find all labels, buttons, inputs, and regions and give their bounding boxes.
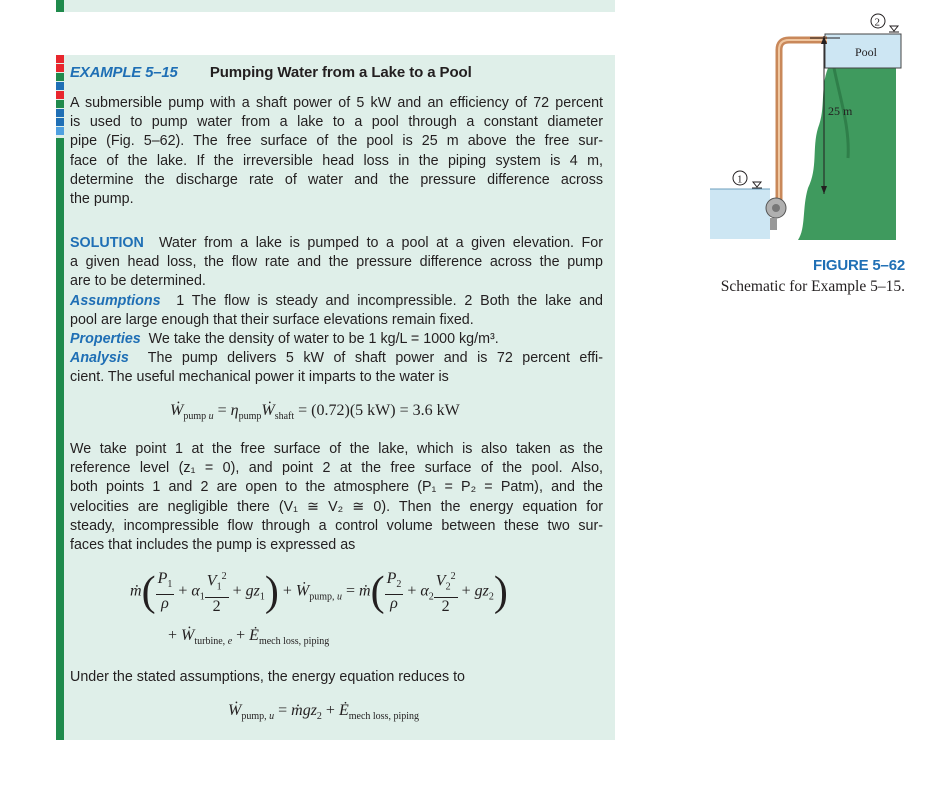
- previous-section-strip: [56, 0, 615, 12]
- middle-line: steady, incompressible flow through a control volume between these two sur-: [70, 517, 603, 534]
- marker-green: [56, 73, 64, 81]
- solution-line-1: [70, 234, 603, 253]
- equation-energy: ṁ( $\frac{P_1}{\rho}$ + $\alpha_1$ $\frac{V_1^2}{2}$ + $gz_1$) + Ẇ$_{pump, u}$ = ṁ( $\frac{P_2}{\rho}$ + $\alpha_2$ $\frac{V_2^2}{2}$ + $gz_2$): [130, 568, 508, 615]
- energy-balance-text: [70, 440, 603, 555]
- solution-block: [70, 234, 603, 388]
- middle-line: reference level (z₁ = 0), and point 2 at the free surface of the pool. Also,: [70, 460, 603, 477]
- previous-section-rule: [56, 0, 64, 12]
- solution-intro: Water from a lake is pumped to a pool at a given elevation. For: [158, 235, 603, 251]
- reduce-line: Under the stated assumptions, the energy equation reduces to: [70, 669, 466, 685]
- marker-red-2: [56, 64, 64, 72]
- problem-line: is used to pump water from a lake to a pool through a constant diameter: [70, 114, 603, 131]
- point-1-label: 1: [737, 173, 743, 186]
- equation-reduced: Ẇ$_{pump, u}$ = ṁgz$_2$ + $Ė_{mech loss, piping}$: [228, 702, 420, 723]
- example-label: EXAMPLE 5–15: [70, 64, 178, 81]
- height-label: 25 m: [828, 104, 853, 118]
- figure-label: FIGURE 5–62: [812, 257, 905, 274]
- problem-line: A submersible pump with a shaft power of 5 kW and an efficiency of 72 percent: [70, 95, 603, 111]
- marker-green-2: [56, 100, 64, 108]
- equation-useful-power: Ẇ$_{pump u}$ = $\eta_{pump}Ẇ_{shaft} = (0.72)(5$ kW) = 3.6 kW: [170, 402, 460, 423]
- equation-useful-power-value: = (0.72)(5 kW) = 3.6 kW: [298, 402, 460, 419]
- marker-blue-2: [56, 109, 64, 117]
- pump-schematic: [700, 8, 910, 248]
- pump-hub: [772, 204, 780, 212]
- middle-line: velocities are negligible there (V₁ ≅ V₂ ≅ 0). Then the energy equation for: [70, 498, 603, 515]
- assumptions-heading: Assumptions: [70, 292, 161, 309]
- pump-base: [770, 218, 777, 230]
- solution-line: a given head loss, the flow rate and the pressure difference across the pump: [70, 254, 603, 271]
- problem-line: the pump.: [70, 190, 134, 207]
- assumptions-text: 1 The flow is steady and incompressible. 2 Both the lake and: [176, 292, 603, 309]
- analysis-line: cient. The useful mechanical power it imparts to the water is: [70, 369, 449, 386]
- example-title: Pumping Water from a Lake to a Pool: [209, 64, 472, 81]
- problem-line: face of the lake. If the irreversible head loss in the piping system is 4 m,: [70, 152, 603, 169]
- lake-water: [710, 189, 770, 239]
- pool-label: Pool: [855, 45, 878, 59]
- problem-line: pipe (Fig. 5–62). The free surface of the pool is 25 m above the free sur-: [70, 133, 603, 150]
- properties-line: [70, 330, 603, 349]
- free-surface-symbol: [890, 26, 898, 31]
- assumptions-line-1: [70, 292, 603, 311]
- problem-line: determine the discharge rate of water and the pressure difference across: [70, 171, 603, 188]
- figure-caption: Schematic for Example 5–15.: [720, 278, 905, 295]
- marker-red: [56, 55, 64, 63]
- marker-blue-3: [56, 118, 64, 126]
- solution-heading: SOLUTION: [70, 235, 144, 251]
- example-left-rule: [56, 138, 64, 740]
- solution-line: are to be determined.: [70, 273, 206, 290]
- point-2-label: 2: [874, 16, 880, 29]
- marker-lightblue: [56, 127, 64, 135]
- properties-text: We take the density of water to be 1 kg/L = 1000 kg/m³.: [148, 330, 499, 347]
- middle-line: faces that includes the pump is expressed as: [70, 536, 356, 553]
- analysis-line-1: [70, 349, 603, 368]
- properties-heading: Properties: [70, 330, 141, 347]
- analysis-heading: Analysis: [70, 350, 129, 367]
- marker-blue: [56, 82, 64, 90]
- lake-surface-symbol: [753, 182, 761, 187]
- problem-statement: [70, 94, 603, 209]
- assumptions-line: pool are large enough that their surface elevations remain fixed.: [70, 311, 474, 328]
- middle-line: both points 1 and 2 are open to the atmosphere (P₁ = P₂ = Patm), and the: [70, 479, 603, 496]
- middle-line: We take point 1 at the free surface of the lake, which is also taken as the: [70, 441, 603, 457]
- marker-red-3: [56, 91, 64, 99]
- equation-energy-losses: + Ẇ$_{turbine, e}$ + $Ė_{mech loss, piping}$: [168, 627, 330, 648]
- example-heading: [70, 63, 603, 83]
- reduce-text: [70, 668, 603, 687]
- analysis-text: The pump delivers 5 kW of shaft power and is 72 percent effi-: [147, 350, 603, 367]
